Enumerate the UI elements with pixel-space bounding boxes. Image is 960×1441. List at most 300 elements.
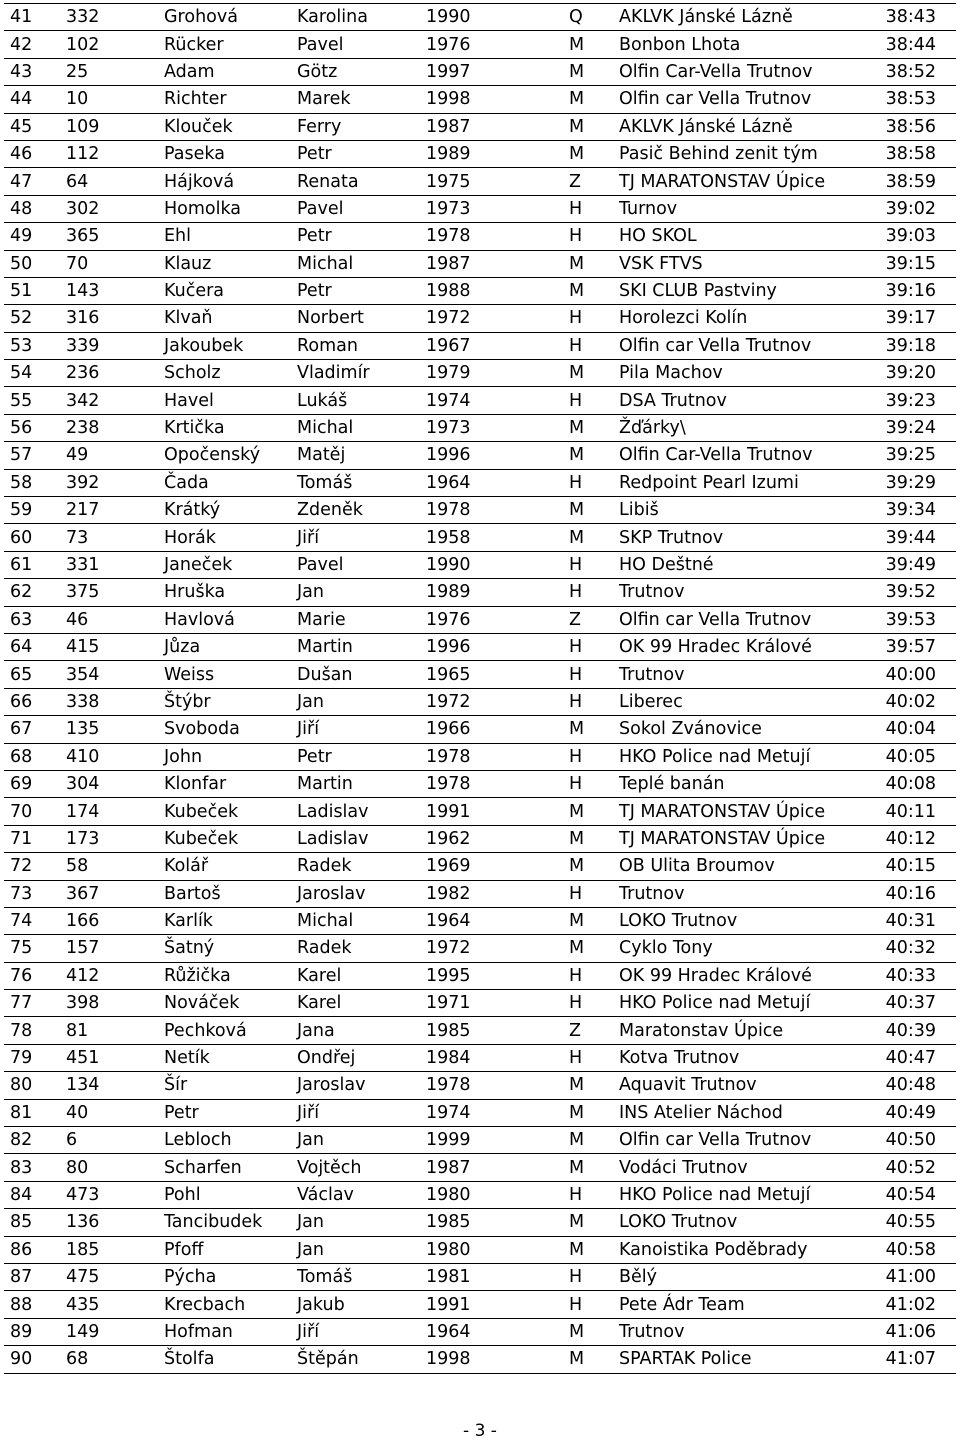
cell-last-name: Klonfar — [158, 770, 291, 797]
cell-time: 41:06 — [849, 1318, 956, 1345]
cell-club: Olfin car Vella Trutnov — [613, 332, 849, 359]
cell-bib: 143 — [66, 277, 158, 304]
cell-birth-year: 1978 — [420, 497, 563, 524]
table-row — [4, 497, 956, 524]
cell-club: Trutnov — [613, 661, 849, 688]
cell-bib: 367 — [66, 880, 158, 907]
cell-time: 40:12 — [849, 825, 956, 852]
cell-rank: 71 — [4, 825, 66, 852]
cell-first-name: Radek — [291, 853, 420, 880]
cell-first-name: Michal — [291, 907, 420, 934]
cell-last-name: Pechková — [158, 1017, 291, 1044]
cell-category: M — [563, 497, 613, 524]
cell-club: VSK FTVS — [613, 250, 849, 277]
cell-last-name: Jůza — [158, 633, 291, 660]
cell-club: TJ MARATONSTAV Úpice — [613, 825, 849, 852]
cell-last-name: Opočenský — [158, 442, 291, 469]
cell-birth-year: 1998 — [420, 86, 563, 113]
cell-last-name: John — [158, 743, 291, 770]
cell-category: H — [563, 469, 613, 496]
cell-first-name: Jan — [291, 1127, 420, 1154]
cell-first-name: Tomáš — [291, 1263, 420, 1290]
cell-club: SPARTAK Police — [613, 1346, 849, 1373]
cell-rank: 70 — [4, 798, 66, 825]
cell-time: 40:58 — [849, 1236, 956, 1263]
cell-bib: 134 — [66, 1072, 158, 1099]
cell-first-name: Jana — [291, 1017, 420, 1044]
cell-bib: 49 — [66, 442, 158, 469]
cell-first-name: Václav — [291, 1181, 420, 1208]
table-row — [4, 551, 956, 578]
cell-rank: 44 — [4, 86, 66, 113]
table-row — [4, 1044, 956, 1071]
cell-birth-year: 1965 — [420, 661, 563, 688]
cell-bib: 149 — [66, 1318, 158, 1345]
table-row — [4, 1072, 956, 1099]
cell-club: HKO Police nad Metují — [613, 743, 849, 770]
table-row — [4, 743, 956, 770]
table-row — [4, 1209, 956, 1236]
table-row — [4, 360, 956, 387]
table-row — [4, 1181, 956, 1208]
cell-birth-year: 1972 — [420, 688, 563, 715]
cell-birth-year: 1967 — [420, 332, 563, 359]
cell-bib: 58 — [66, 853, 158, 880]
cell-time: 39:03 — [849, 223, 956, 250]
cell-club: INS Atelier Náchod — [613, 1099, 849, 1126]
cell-first-name: Dušan — [291, 661, 420, 688]
cell-category: M — [563, 853, 613, 880]
cell-first-name: Michal — [291, 250, 420, 277]
cell-time: 39:44 — [849, 524, 956, 551]
cell-rank: 64 — [4, 633, 66, 660]
table-row — [4, 469, 956, 496]
cell-club: LOKO Trutnov — [613, 907, 849, 934]
table-row — [4, 880, 956, 907]
cell-category: H — [563, 223, 613, 250]
cell-last-name: Kolář — [158, 853, 291, 880]
table-row — [4, 716, 956, 743]
cell-birth-year: 1978 — [420, 1072, 563, 1099]
cell-rank: 69 — [4, 770, 66, 797]
cell-birth-year: 1962 — [420, 825, 563, 852]
cell-bib: 451 — [66, 1044, 158, 1071]
cell-rank: 74 — [4, 907, 66, 934]
cell-time: 38:53 — [849, 86, 956, 113]
cell-category: H — [563, 1291, 613, 1318]
cell-bib: 332 — [66, 4, 158, 31]
cell-first-name: Tomáš — [291, 469, 420, 496]
cell-category: M — [563, 1236, 613, 1263]
table-row — [4, 140, 956, 167]
cell-birth-year: 1969 — [420, 853, 563, 880]
cell-first-name: Michal — [291, 414, 420, 441]
cell-club: Pete Ádr Team — [613, 1291, 849, 1318]
cell-category: H — [563, 1044, 613, 1071]
cell-category: M — [563, 1072, 613, 1099]
cell-category: M — [563, 1127, 613, 1154]
cell-category: M — [563, 86, 613, 113]
cell-first-name: Jaroslav — [291, 1072, 420, 1099]
cell-last-name: Lebloch — [158, 1127, 291, 1154]
cell-last-name: Klvaň — [158, 305, 291, 332]
cell-first-name: Ondřej — [291, 1044, 420, 1071]
cell-category: Z — [563, 1017, 613, 1044]
cell-first-name: Jakub — [291, 1291, 420, 1318]
cell-rank: 58 — [4, 469, 66, 496]
cell-last-name: Kubeček — [158, 798, 291, 825]
cell-bib: 392 — [66, 469, 158, 496]
cell-rank: 62 — [4, 579, 66, 606]
cell-last-name: Horák — [158, 524, 291, 551]
cell-category: H — [563, 305, 613, 332]
cell-first-name: Jiří — [291, 524, 420, 551]
cell-last-name: Petr — [158, 1099, 291, 1126]
cell-bib: 415 — [66, 633, 158, 660]
cell-time: 41:00 — [849, 1263, 956, 1290]
cell-first-name: Jan — [291, 579, 420, 606]
cell-rank: 61 — [4, 551, 66, 578]
cell-birth-year: 1996 — [420, 633, 563, 660]
cell-birth-year: 1958 — [420, 524, 563, 551]
cell-category: M — [563, 907, 613, 934]
table-row — [4, 661, 956, 688]
table-row — [4, 442, 956, 469]
cell-club: Pila Machov — [613, 360, 849, 387]
cell-club: LOKO Trutnov — [613, 1209, 849, 1236]
cell-time: 39:20 — [849, 360, 956, 387]
cell-club: Redpoint Pearl Izumi — [613, 469, 849, 496]
cell-birth-year: 1996 — [420, 442, 563, 469]
table-row — [4, 86, 956, 113]
cell-category: M — [563, 113, 613, 140]
cell-club: HKO Police nad Metují — [613, 990, 849, 1017]
cell-first-name: Radek — [291, 935, 420, 962]
cell-time: 38:56 — [849, 113, 956, 140]
cell-rank: 67 — [4, 716, 66, 743]
cell-time: 40:16 — [849, 880, 956, 907]
cell-club: TJ MARATONSTAV Úpice — [613, 168, 849, 195]
cell-bib: 135 — [66, 716, 158, 743]
cell-club: AKLVK Jánské Lázně — [613, 113, 849, 140]
cell-time: 40:39 — [849, 1017, 956, 1044]
cell-birth-year: 1989 — [420, 140, 563, 167]
cell-last-name: Netík — [158, 1044, 291, 1071]
cell-last-name: Šatný — [158, 935, 291, 962]
cell-first-name: Štěpán — [291, 1346, 420, 1373]
cell-club: OK 99 Hradec Králové — [613, 633, 849, 660]
table-row — [4, 1318, 956, 1345]
table-row — [4, 31, 956, 58]
cell-category: M — [563, 140, 613, 167]
table-row — [4, 1154, 956, 1181]
cell-last-name: Čada — [158, 469, 291, 496]
cell-time: 40:50 — [849, 1127, 956, 1154]
cell-time: 40:33 — [849, 962, 956, 989]
cell-last-name: Kubeček — [158, 825, 291, 852]
cell-rank: 49 — [4, 223, 66, 250]
table-row — [4, 223, 956, 250]
cell-rank: 87 — [4, 1263, 66, 1290]
table-row — [4, 907, 956, 934]
cell-bib: 40 — [66, 1099, 158, 1126]
cell-club: Maratonstav Úpice — [613, 1017, 849, 1044]
cell-category: M — [563, 1318, 613, 1345]
cell-first-name: Marek — [291, 86, 420, 113]
cell-first-name: Ladislav — [291, 798, 420, 825]
cell-birth-year: 1975 — [420, 168, 563, 195]
cell-bib: 25 — [66, 58, 158, 85]
cell-birth-year: 1980 — [420, 1236, 563, 1263]
cell-category: M — [563, 277, 613, 304]
cell-category: Z — [563, 606, 613, 633]
cell-birth-year: 1989 — [420, 579, 563, 606]
cell-birth-year: 1971 — [420, 990, 563, 1017]
cell-time: 39:16 — [849, 277, 956, 304]
cell-last-name: Weiss — [158, 661, 291, 688]
cell-birth-year: 1976 — [420, 31, 563, 58]
cell-first-name: Roman — [291, 332, 420, 359]
cell-birth-year: 1981 — [420, 1263, 563, 1290]
cell-rank: 72 — [4, 853, 66, 880]
cell-first-name: Martin — [291, 633, 420, 660]
cell-last-name: Paseka — [158, 140, 291, 167]
cell-last-name: Svoboda — [158, 716, 291, 743]
table-row — [4, 1346, 956, 1373]
cell-birth-year: 1985 — [420, 1017, 563, 1044]
cell-category: H — [563, 1263, 613, 1290]
cell-club: OB Ulita Broumov — [613, 853, 849, 880]
cell-club: Kanoistika Poděbrady — [613, 1236, 849, 1263]
cell-last-name: Adam — [158, 58, 291, 85]
cell-bib: 64 — [66, 168, 158, 195]
cell-rank: 89 — [4, 1318, 66, 1345]
cell-birth-year: 1991 — [420, 798, 563, 825]
cell-time: 40:11 — [849, 798, 956, 825]
cell-category: H — [563, 743, 613, 770]
cell-bib: 102 — [66, 31, 158, 58]
cell-time: 39:52 — [849, 579, 956, 606]
table-row — [4, 1017, 956, 1044]
cell-last-name: Pohl — [158, 1181, 291, 1208]
cell-bib: 331 — [66, 551, 158, 578]
cell-first-name: Karel — [291, 990, 420, 1017]
cell-club: Pasič Behind zenit tým — [613, 140, 849, 167]
cell-first-name: Vladimír — [291, 360, 420, 387]
cell-category: Z — [563, 168, 613, 195]
cell-bib: 81 — [66, 1017, 158, 1044]
cell-bib: 185 — [66, 1236, 158, 1263]
table-row — [4, 1263, 956, 1290]
cell-club: Cyklo Tony — [613, 935, 849, 962]
table-row — [4, 332, 956, 359]
cell-bib: 80 — [66, 1154, 158, 1181]
cell-birth-year: 1973 — [420, 414, 563, 441]
cell-rank: 63 — [4, 606, 66, 633]
cell-time: 40:47 — [849, 1044, 956, 1071]
cell-time: 40:48 — [849, 1072, 956, 1099]
cell-bib: 365 — [66, 223, 158, 250]
cell-bib: 410 — [66, 743, 158, 770]
cell-category: H — [563, 551, 613, 578]
cell-bib: 6 — [66, 1127, 158, 1154]
cell-club: Liberec — [613, 688, 849, 715]
cell-time: 39:29 — [849, 469, 956, 496]
cell-bib: 70 — [66, 250, 158, 277]
table-row — [4, 305, 956, 332]
cell-category: M — [563, 825, 613, 852]
cell-rank: 80 — [4, 1072, 66, 1099]
cell-category: M — [563, 250, 613, 277]
cell-time: 38:59 — [849, 168, 956, 195]
cell-rank: 68 — [4, 743, 66, 770]
cell-rank: 77 — [4, 990, 66, 1017]
cell-rank: 66 — [4, 688, 66, 715]
cell-last-name: Richter — [158, 86, 291, 113]
cell-time: 38:58 — [849, 140, 956, 167]
cell-time: 39:24 — [849, 414, 956, 441]
cell-time: 40:31 — [849, 907, 956, 934]
cell-rank: 79 — [4, 1044, 66, 1071]
table-row — [4, 1291, 956, 1318]
cell-last-name: Klouček — [158, 113, 291, 140]
cell-category: M — [563, 716, 613, 743]
table-row — [4, 770, 956, 797]
cell-category: M — [563, 1209, 613, 1236]
cell-birth-year: 1997 — [420, 58, 563, 85]
cell-category: M — [563, 414, 613, 441]
cell-rank: 41 — [4, 4, 66, 31]
cell-last-name: Jakoubek — [158, 332, 291, 359]
cell-time: 40:52 — [849, 1154, 956, 1181]
cell-time: 39:34 — [849, 497, 956, 524]
cell-birth-year: 1987 — [420, 250, 563, 277]
results-table-body — [4, 4, 956, 1374]
cell-club: Sokol Zvánovice — [613, 716, 849, 743]
cell-first-name: Marie — [291, 606, 420, 633]
cell-category: M — [563, 935, 613, 962]
cell-last-name: Janeček — [158, 551, 291, 578]
cell-bib: 136 — [66, 1209, 158, 1236]
table-row — [4, 168, 956, 195]
table-row — [4, 524, 956, 551]
cell-bib: 46 — [66, 606, 158, 633]
cell-rank: 45 — [4, 113, 66, 140]
cell-last-name: Hofman — [158, 1318, 291, 1345]
cell-first-name: Jan — [291, 1236, 420, 1263]
cell-time: 40:05 — [849, 743, 956, 770]
cell-rank: 46 — [4, 140, 66, 167]
cell-first-name: Karel — [291, 962, 420, 989]
cell-rank: 85 — [4, 1209, 66, 1236]
cell-first-name: Petr — [291, 223, 420, 250]
cell-rank: 90 — [4, 1346, 66, 1373]
cell-time: 39:25 — [849, 442, 956, 469]
cell-time: 40:37 — [849, 990, 956, 1017]
cell-last-name: Scholz — [158, 360, 291, 387]
cell-category: H — [563, 962, 613, 989]
cell-first-name: Vojtěch — [291, 1154, 420, 1181]
cell-last-name: Štýbr — [158, 688, 291, 715]
cell-last-name: Kučera — [158, 277, 291, 304]
cell-category: H — [563, 332, 613, 359]
cell-rank: 43 — [4, 58, 66, 85]
cell-last-name: Hruška — [158, 579, 291, 606]
cell-birth-year: 1982 — [420, 880, 563, 907]
cell-first-name: Martin — [291, 770, 420, 797]
cell-last-name: Grohová — [158, 4, 291, 31]
cell-time: 40:02 — [849, 688, 956, 715]
table-row — [4, 633, 956, 660]
table-row — [4, 4, 956, 31]
cell-birth-year: 1980 — [420, 1181, 563, 1208]
cell-birth-year: 1995 — [420, 962, 563, 989]
cell-birth-year: 1987 — [420, 1154, 563, 1181]
cell-rank: 57 — [4, 442, 66, 469]
cell-category: M — [563, 58, 613, 85]
cell-rank: 47 — [4, 168, 66, 195]
cell-first-name: Jiří — [291, 1099, 420, 1126]
cell-first-name: Pavel — [291, 31, 420, 58]
cell-category: H — [563, 770, 613, 797]
cell-time: 38:44 — [849, 31, 956, 58]
cell-bib: 157 — [66, 935, 158, 962]
cell-birth-year: 1964 — [420, 1318, 563, 1345]
cell-bib: 435 — [66, 1291, 158, 1318]
cell-category: H — [563, 1181, 613, 1208]
cell-category: M — [563, 524, 613, 551]
cell-category: H — [563, 990, 613, 1017]
cell-category: M — [563, 1154, 613, 1181]
cell-club: Aquavit Trutnov — [613, 1072, 849, 1099]
cell-last-name: Pfoff — [158, 1236, 291, 1263]
cell-last-name: Šír — [158, 1072, 291, 1099]
cell-category: H — [563, 688, 613, 715]
cell-bib: 304 — [66, 770, 158, 797]
cell-first-name: Pavel — [291, 195, 420, 222]
cell-club: TJ MARATONSTAV Úpice — [613, 798, 849, 825]
table-row — [4, 113, 956, 140]
table-row — [4, 1236, 956, 1263]
cell-rank: 84 — [4, 1181, 66, 1208]
cell-club: HKO Police nad Metují — [613, 1181, 849, 1208]
cell-bib: 475 — [66, 1263, 158, 1290]
cell-time: 38:52 — [849, 58, 956, 85]
cell-last-name: Krátký — [158, 497, 291, 524]
cell-category: H — [563, 195, 613, 222]
cell-first-name: Petr — [291, 140, 420, 167]
cell-club: SKP Trutnov — [613, 524, 849, 551]
cell-rank: 48 — [4, 195, 66, 222]
cell-rank: 52 — [4, 305, 66, 332]
table-row — [4, 1099, 956, 1126]
cell-birth-year: 1974 — [420, 387, 563, 414]
cell-club: HO SKOL — [613, 223, 849, 250]
cell-club: AKLVK Jánské Lázně — [613, 4, 849, 31]
cell-time: 39:57 — [849, 633, 956, 660]
table-row — [4, 990, 956, 1017]
cell-time: 39:49 — [849, 551, 956, 578]
cell-rank: 82 — [4, 1127, 66, 1154]
cell-last-name: Hájková — [158, 168, 291, 195]
cell-club: Trutnov — [613, 880, 849, 907]
cell-bib: 238 — [66, 414, 158, 441]
cell-birth-year: 1976 — [420, 606, 563, 633]
cell-time: 39:17 — [849, 305, 956, 332]
cell-club: Turnov — [613, 195, 849, 222]
cell-first-name: Jan — [291, 1209, 420, 1236]
table-row — [4, 825, 956, 852]
